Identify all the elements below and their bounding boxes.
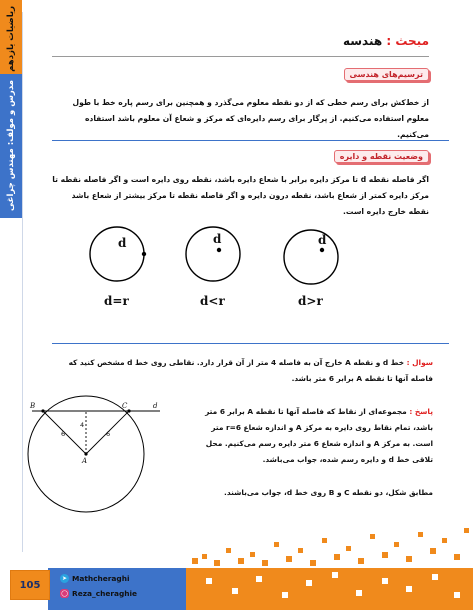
question-body: خط d و نقطه A خارج آن به فاصله 4 متر از آن قرار دارد. نقاطی روی خط d مشخص کنید که فاصله آنها تا نقطه A برابر 6 متر باشد.	[68, 358, 433, 383]
instagram-handle: Reza_cheraghie	[72, 589, 138, 598]
instagram-icon: ◯	[61, 590, 68, 597]
page-number: 105	[10, 570, 50, 600]
telegram-handle: Mathcheraghi	[72, 574, 130, 583]
circle1-caption: d=r	[104, 294, 129, 308]
title-main: هندسه	[342, 34, 387, 48]
circle3-caption: d>r	[298, 294, 323, 308]
diagram-length-left: 6	[61, 430, 66, 438]
instagram-contact[interactable]	[60, 589, 137, 598]
circle2-point-label: d	[213, 232, 222, 246]
pixel-decoration	[186, 528, 473, 610]
diagram-label-B: B	[30, 402, 36, 410]
telegram-contact[interactable]	[60, 574, 130, 583]
diagram-label-C: C	[122, 402, 128, 410]
circle1-point-label: d	[118, 236, 127, 250]
diagram-label-d: d	[153, 402, 158, 410]
sidebar-author: مدرس و مولف: مهندس چراغی	[6, 80, 16, 211]
telegram-icon: ➤	[61, 575, 68, 582]
section2-paragraph: اگر فاصله نقطه d تا مرکز دایره برابر با شعاع دایره باشد، نقطه روی دایره است و اگر فاصله نقطه تا مرکز دایره کمتر از شعاع باشد، نقطه درون دایره و اگر فاصله نقطه تا مرکز بیشتر از شعاع باشد نقطه خارج دایره است.	[52, 175, 429, 216]
answer-label: پاسخ :	[409, 407, 433, 416]
answer-conclusion: مطابق شکل، دو نقطه C و B روی خط d، جواب می‌باشند.	[224, 488, 433, 497]
diagram-label-A: A	[82, 457, 88, 465]
section1-paragraph: از خط‌کش برای رسم خطی که از دو نقطه معلوم می‌گذرد و همچنین برای رسم پاره خط با طول معلوم استفاده می‌کنیم. از پرگار برای رسم دایره‌ای که مرکز و شعاع آن معلوم باشد استفاده می‌کنیم.	[72, 98, 429, 139]
answer-text	[205, 404, 433, 468]
question-label: سوال :	[406, 358, 433, 367]
circle3-point-label: d	[318, 233, 327, 247]
section-badge-point-circle: وضعیت نقطه و دایره	[334, 150, 429, 163]
diagram-length-mid: 4	[80, 421, 85, 429]
diagram-length-right: 6	[106, 430, 111, 438]
title-accent: مبحث :	[386, 34, 429, 48]
circle2-caption: d<r	[200, 294, 225, 308]
answer-body: مجموعه‌ای از نقاط که فاصله آنها تا نقطه A برابر 6 متر باشد، تمام نقاط روی دایره به مرکز A و اندازه شعاع r=6 متر است. به مرکز A و اندازه شعاع 6 متر دایره رسم می‌کنیم. محل تلاقی خط d و دایره رسم شده، جواب می‌باشد.	[205, 407, 433, 464]
section-badge-geometric-constructions: ترسیم‌های هندسی	[344, 68, 429, 81]
sidebar-book-title: ریاضیات یازدهم	[6, 6, 16, 72]
